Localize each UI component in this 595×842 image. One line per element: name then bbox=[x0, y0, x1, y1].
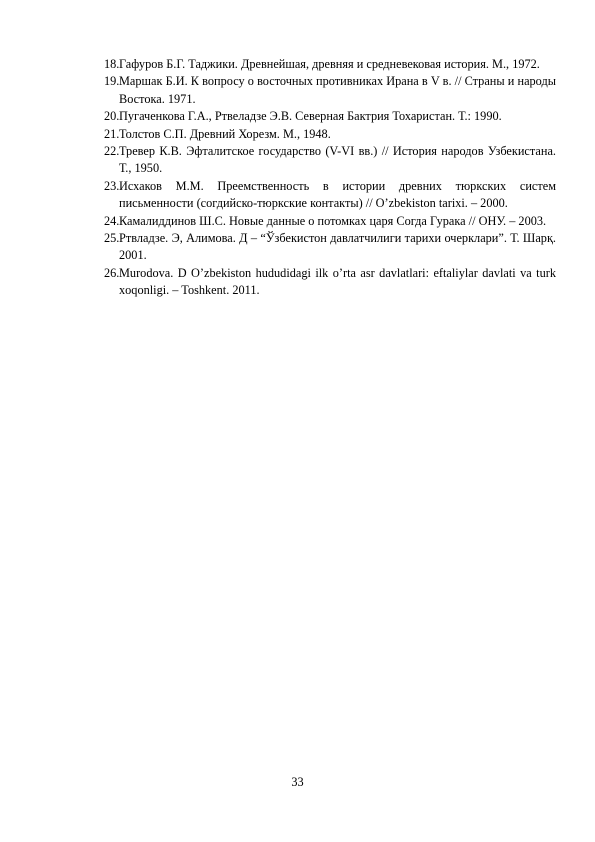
reference-text: Маршак Б.И. К вопросу о восточных противниках Ирана в V в. // Страны и народы Востока. 1971. bbox=[119, 74, 556, 106]
reference-number: 20. bbox=[104, 109, 120, 124]
reference-item bbox=[104, 126, 556, 143]
reference-text: Пугаченкова Г.А., Ртвеладзе Э.В. Северная Бактрия Тохаристан. Т.: 1990. bbox=[119, 109, 502, 124]
reference-text: Тревер К.В. Эфталитское государство (V-VI вв.) // История народов Узбекистана. Т., 1950. bbox=[119, 144, 556, 176]
reference-number: 21. bbox=[104, 126, 120, 141]
reference-number: 26. bbox=[104, 265, 120, 280]
reference-item bbox=[104, 213, 556, 230]
reference-number: 24. bbox=[104, 213, 120, 228]
page-number: 33 bbox=[291, 775, 304, 789]
reference-item bbox=[104, 143, 556, 178]
reference-list bbox=[104, 56, 556, 300]
reference-number: 22. bbox=[104, 144, 120, 159]
reference-item bbox=[104, 178, 556, 213]
reference-text: Гафуров Б.Г. Таджики. Древнейшая, древняя и средневековая история. М., 1972. bbox=[119, 57, 540, 71]
reference-number: 25. bbox=[104, 231, 120, 246]
reference-text: Толстов С.П. Древний Хорезм. М., 1948. bbox=[119, 126, 331, 141]
reference-item bbox=[104, 230, 556, 265]
reference-text: Ртвладзе. Э, Алимова. Д – “Ўзбекистон давлатчилиги тарихи очерклари”. Т. Шарқ. 2001. bbox=[119, 231, 556, 263]
reference-item bbox=[104, 56, 556, 73]
reference-text: Исхаков М.М. Преемственность в истории древних тюркских систем письменности (согдийско-тюркские контакты) // O’zbekiston tarixi. – 2000. bbox=[119, 178, 556, 211]
reference-number: 18. bbox=[104, 57, 120, 71]
reference-item bbox=[104, 73, 556, 108]
reference-number: 23. bbox=[104, 178, 120, 193]
reference-item bbox=[104, 108, 556, 125]
reference-number: 19. bbox=[104, 74, 120, 89]
reference-text: Murodova. D O’zbekiston hududidagi ilk o’rta asr davlatlari: eftaliylar davlati va turk xoqonligi. – Toshkent. 2011. bbox=[119, 265, 556, 298]
reference-item bbox=[104, 265, 556, 300]
reference-text: Камалиддинов Ш.С. Новые данные о потомках царя Согда Гурака // ОНУ. – 2003. bbox=[119, 213, 547, 228]
